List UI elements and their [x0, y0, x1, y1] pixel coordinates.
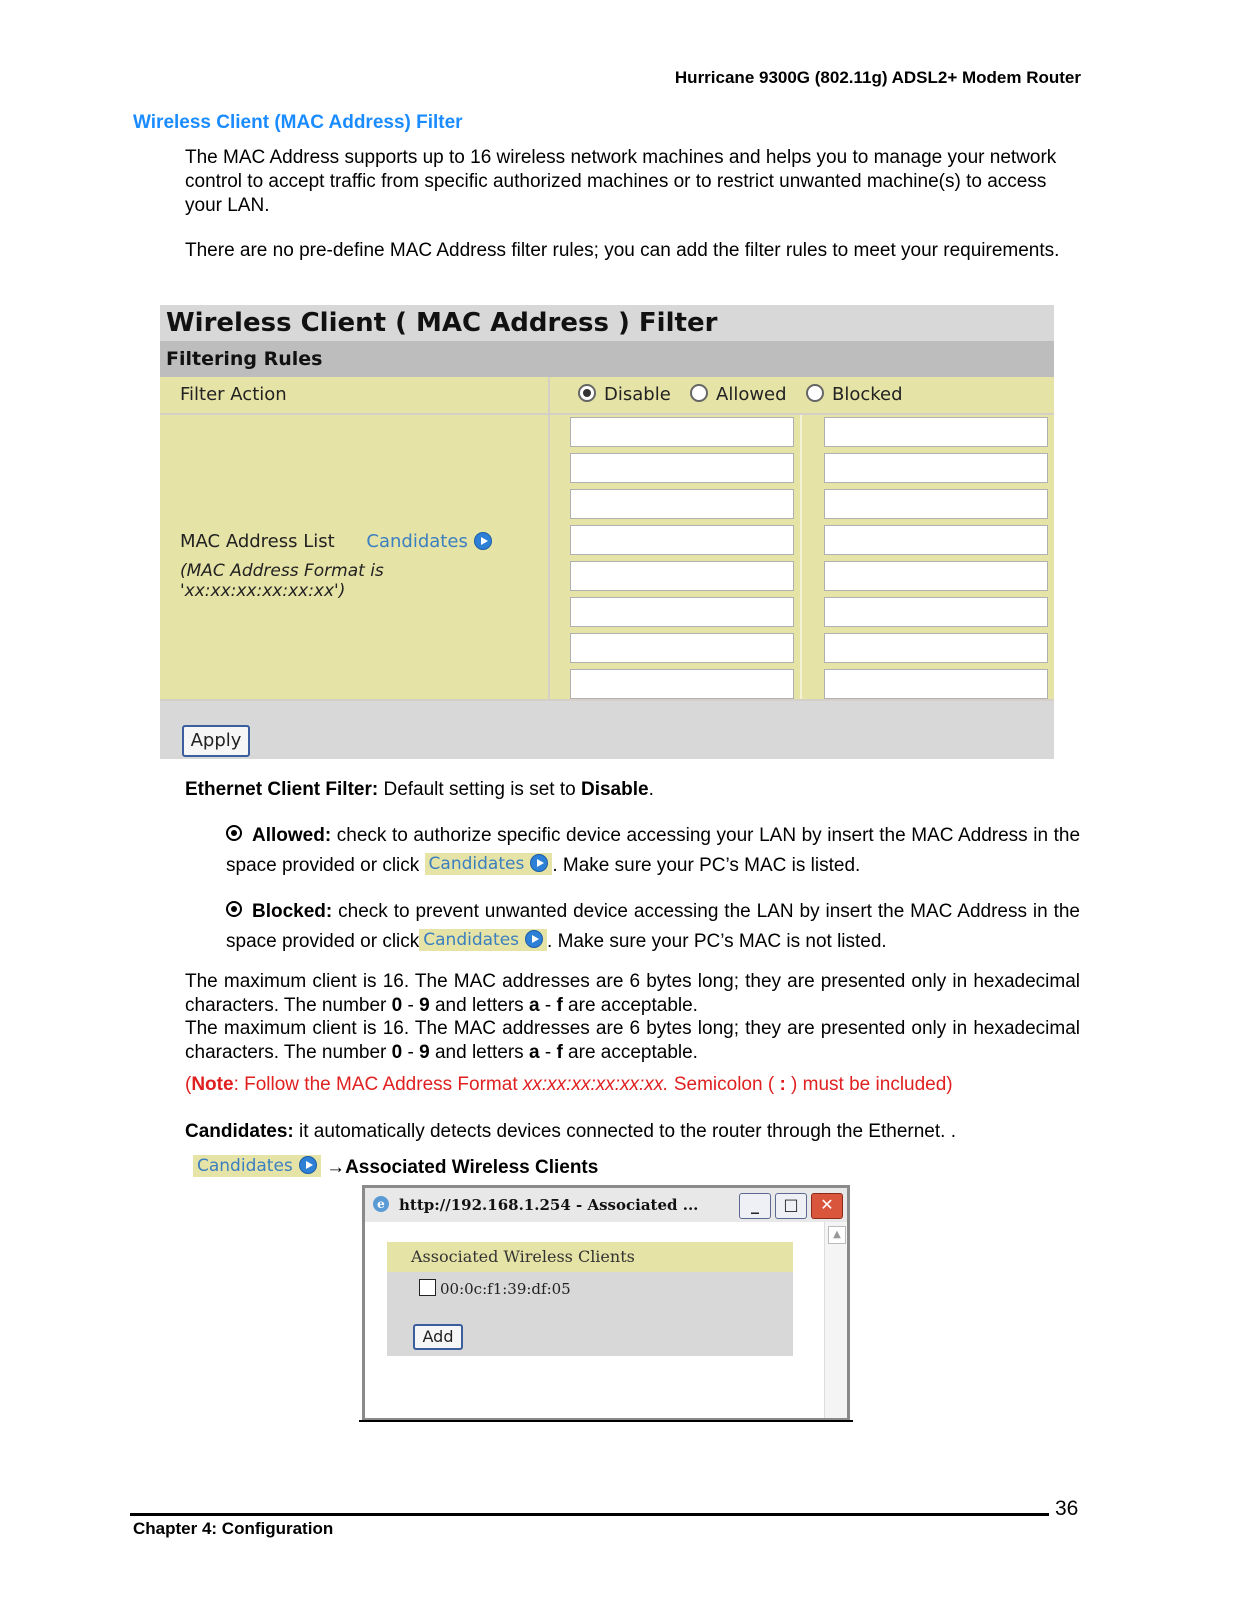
candidates-button-image	[419, 929, 547, 951]
blocked-text-end: . Make sure your PC’s MAC is not listed.	[547, 931, 887, 952]
candidates-link-label: Candidates	[366, 531, 468, 552]
radio-icon	[806, 384, 824, 402]
apply-area	[160, 701, 1054, 759]
mac-address-inputs	[550, 415, 1054, 699]
candidates-desc-text: it automatically detects devices connected to the router through the Ethernet. .	[293, 1121, 956, 1142]
dash: -	[539, 995, 557, 1016]
filter-action-label: Filter Action	[160, 377, 548, 413]
filter-action-options	[550, 377, 1054, 413]
radio-disable-label: Disable	[604, 384, 671, 405]
window-title-bar	[365, 1188, 847, 1222]
close-icon[interactable]: ✕	[811, 1193, 843, 1219]
digit-end: 9	[419, 1042, 430, 1063]
dash: -	[539, 1042, 557, 1063]
note-colon: :	[779, 1074, 786, 1095]
client-mac: 00:0c:f1:39:df:05	[440, 1280, 571, 1298]
mac-input[interactable]	[824, 633, 1048, 663]
section-title: Wireless Client (MAC Address) Filter	[133, 112, 463, 133]
document-header: Hurricane 9300G (802.11g) ADSL2+ Modem Router	[674, 68, 1081, 87]
play-arrow-icon	[530, 854, 548, 872]
acceptable-text: are acceptable.	[562, 995, 698, 1016]
mac-input[interactable]	[824, 453, 1048, 483]
minimize-icon[interactable]: _	[739, 1193, 771, 1219]
mac-input[interactable]	[570, 453, 794, 483]
max-client-text: The maximum client is 16. The MAC addresses are 6 bytes long; they are presented only in hexadecimal characters. The number	[185, 1018, 1080, 1063]
ethernet-period: .	[648, 779, 654, 800]
chapter-footer: Chapter 4: Configuration	[133, 1519, 334, 1538]
mac-input[interactable]	[570, 525, 794, 555]
blocked-label: Blocked:	[252, 901, 333, 922]
browser-icon: e	[373, 1196, 389, 1212]
blocked-text: check to prevent unwanted device accessing the LAN by insert the MAC Address in the space provided or click	[226, 901, 1080, 952]
letters-text: and letters	[429, 1042, 529, 1063]
associated-line	[193, 1155, 598, 1179]
client-checkbox[interactable]	[419, 1279, 436, 1296]
client-row	[387, 1274, 793, 1304]
allowed-text-end: . Make sure your PC’s MAC is listed.	[552, 855, 861, 876]
radio-bullet-icon	[226, 901, 242, 917]
intro-paragraph-1: The MAC Address supports up to 16 wireless network machines and helps you to manage your network control to accept traffic from specific authorized machines or to restrict unwanted machine(s) to access your LAN.	[185, 147, 1057, 216]
radio-allowed[interactable]	[690, 377, 787, 413]
radio-allowed-label: Allowed	[716, 384, 787, 405]
dash: -	[402, 1042, 420, 1063]
play-arrow-icon	[299, 1156, 317, 1174]
ethernet-filter-text: Default setting is set to	[383, 779, 576, 800]
radio-blocked[interactable]	[806, 377, 903, 413]
note-text: : Follow the MAC Address Format	[233, 1074, 523, 1095]
max-client-text: The maximum client is 16. The MAC addresses are 6 bytes long; they are presented only in hexadecimal characters. The number	[185, 971, 1080, 1016]
candidates-chip-label: Candidates	[423, 930, 520, 950]
mac-list-label-row	[180, 531, 492, 552]
candidates-button-image	[425, 853, 553, 875]
mac-input[interactable]	[570, 561, 794, 591]
max-client-paragraph-2	[185, 1017, 1080, 1065]
associated-clients-window	[362, 1185, 850, 1421]
note-text-2: Semicolon (	[668, 1074, 780, 1095]
radio-blocked-label: Blocked	[832, 384, 903, 405]
mac-input[interactable]	[824, 525, 1048, 555]
scroll-up-icon[interactable]: ▲	[828, 1226, 846, 1244]
radio-selected-icon	[578, 384, 596, 402]
associated-clients-table	[387, 1242, 793, 1356]
max-client-paragraph-1	[185, 970, 1080, 1018]
dash: -	[402, 995, 420, 1016]
allowed-label: Allowed:	[252, 825, 332, 846]
digit-start: 0	[391, 1042, 403, 1063]
blocked-bullet	[226, 897, 1080, 957]
mac-address-list-cell	[160, 415, 548, 699]
mac-format-hint: (MAC Address Format is 'xx:xx:xx:xx:xx:xx')	[180, 561, 384, 601]
acceptable-text: are acceptable.	[562, 1042, 698, 1063]
associated-label: →Associated Wireless Clients	[326, 1157, 599, 1178]
window-title: http://192.168.1.254 - Associated ...	[399, 1196, 699, 1214]
scrollbar[interactable]	[824, 1222, 847, 1418]
candidates-description	[185, 1121, 956, 1143]
mac-input[interactable]	[570, 669, 794, 699]
candidates-link[interactable]	[366, 531, 491, 552]
note-format: xx:xx:xx:xx:xx:xx.	[522, 1074, 669, 1095]
digit-start: 0	[391, 995, 403, 1016]
letter-start: a	[528, 1042, 540, 1063]
radio-bullet-icon	[226, 825, 242, 841]
radio-disable[interactable]	[578, 377, 671, 413]
mac-input[interactable]	[570, 597, 794, 627]
apply-button[interactable]: Apply	[182, 725, 250, 757]
note-label: Note	[191, 1074, 234, 1095]
mac-list-label: MAC Address List	[180, 531, 335, 552]
candidates-chip-label: Candidates	[428, 854, 525, 874]
add-button[interactable]: Add	[413, 1324, 463, 1350]
mac-input[interactable]	[570, 633, 794, 663]
panel-title: Wireless Client ( MAC Address ) Filter	[160, 305, 1054, 341]
candidates-button-image	[193, 1155, 321, 1177]
filtering-rules-header: Filtering Rules	[160, 341, 1054, 377]
play-arrow-icon	[525, 930, 543, 948]
footer-rule	[130, 1513, 1049, 1516]
page-number: 36	[1055, 1497, 1079, 1520]
mac-input[interactable]	[824, 561, 1048, 591]
letter-end: f	[556, 995, 563, 1016]
allowed-bullet	[226, 821, 1080, 881]
mac-input[interactable]	[824, 417, 1048, 447]
mac-filter-panel	[160, 305, 1054, 759]
mac-input[interactable]	[570, 417, 794, 447]
mac-input[interactable]	[570, 489, 794, 519]
window-bottom-rule	[359, 1420, 853, 1422]
ethernet-filter-line	[185, 779, 654, 801]
candidates-chip-label: Candidates	[197, 1156, 293, 1176]
mac-input[interactable]	[824, 489, 1048, 519]
letter-start: a	[528, 995, 540, 1016]
candidates-desc-label: Candidates:	[185, 1121, 294, 1142]
radio-icon	[690, 384, 708, 402]
ethernet-filter-label: Ethernet Client Filter:	[185, 779, 379, 800]
mac-input[interactable]	[824, 597, 1048, 627]
note-text-3: ) must be included)	[785, 1074, 953, 1095]
allowed-text: check to authorize specific device accessing your LAN by insert the MAC Address in the space provided or click	[226, 825, 1081, 876]
intro-paragraph-2: There are no pre-define MAC Address filter rules; you can add the filter rules to meet your requirements.	[185, 240, 1060, 261]
play-arrow-icon	[474, 532, 492, 550]
ethernet-default-value: Disable	[580, 779, 649, 800]
letter-end: f	[556, 1042, 563, 1063]
mac-input[interactable]	[824, 669, 1048, 699]
note-open: (	[185, 1074, 192, 1095]
maximize-icon[interactable]: □	[775, 1193, 807, 1219]
digit-end: 9	[419, 995, 430, 1016]
letters-text: and letters	[429, 995, 529, 1016]
note-line	[185, 1074, 953, 1096]
associated-clients-heading: Associated Wireless Clients	[387, 1242, 793, 1272]
